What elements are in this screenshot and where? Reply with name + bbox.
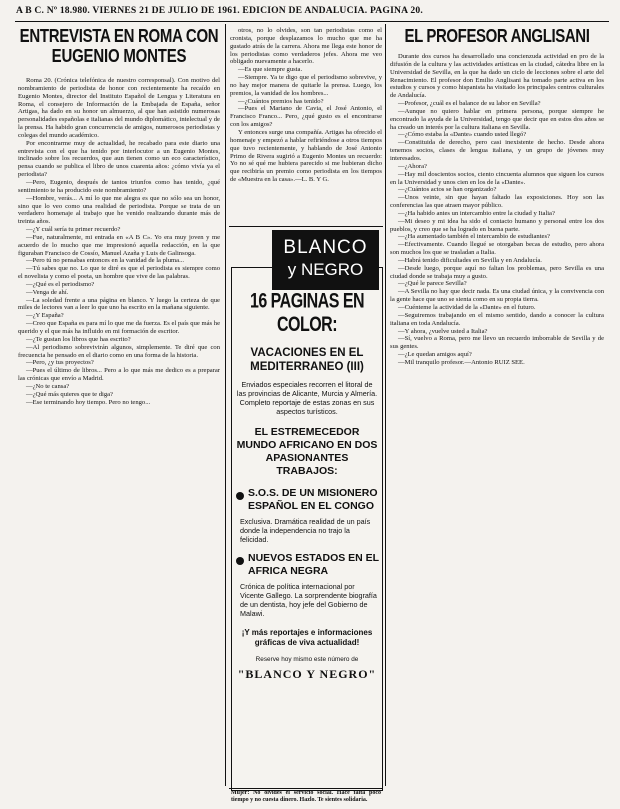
right-article-title: EL PROFESOR ANGLISANI: [404, 27, 590, 47]
center-continuation: [230, 27, 382, 227]
footer-rule: [229, 788, 383, 789]
logo-line2: y NEGRO: [287, 260, 364, 279]
right-paragraph: —Efectivamente. Cuando llegué se otorgaban becas de estudio, pero ahora son muchos los que se trasladan a Italia.: [390, 241, 604, 257]
right-paragraph: —¿Ahora?: [398, 162, 427, 170]
right-paragraph: —Hay mil doscientos socios, ciento cincuenta alumnos que siguen los cursos en la Universidad y unos cien en los de la «Dante».: [390, 170, 604, 186]
right-paragraph: —¿Ha habido antes un intercambio entre la ciudad y Italia?: [398, 209, 555, 217]
ad-headline-vacations: VACACIONES EN EL MEDITERRANEO (III): [250, 347, 364, 373]
right-paragraph: —Aunque no quiero hablar en primera persona, porque siempre he encontrado la ayuda de la Universidad, tengo que decir que en estos dos años se ha creado un interés por la cultura italiana en Sevilla.: [390, 107, 604, 131]
center-paragraph: —Siempre. Ya te digo que el periodismo sobrevive, y no hay mejor manera de quitarle la prensa. Luego, los premios, la vanidad de los hombres...: [230, 74, 382, 97]
right-paragraph: —A Sevilla no hay que decir nada. Es una ciudad única, y la convivencia con la gente hace que uno se sienta como en su propia tierra.: [390, 288, 604, 304]
left-paragraph: —Pero tú no pensabas entonces en la vanidad de la pluma...: [26, 257, 185, 265]
left-paragraph: —¿Qué es el periodismo?: [26, 280, 95, 288]
center-paragraph: —Es que siempre gusta.: [238, 66, 303, 74]
left-paragraph: Por encontrarme muy de actualidad, he recabado para este diario una entrevista con el que ha tenido por interlocutor a un Eugenio Montes, inclinado sobre los recuerdos, que aun tienen como un eco característico, pensa cuando se publica el libro de unos cuarenta años: ¿cómo vivía ya el periodista?: [18, 139, 220, 179]
right-paragraph: —¿Cuántos actos se han organizado?: [398, 186, 497, 194]
right-paragraph: —Cuénteme la actividad de la «Dante» en el futuro.: [398, 304, 536, 311]
center-separator: [229, 226, 383, 227]
left-article-title-line2: EUGENIO MONTES: [51, 45, 187, 67]
ad-headline-africa: EL ESTREMECEDOR MUNDO AFRICANO EN DOS APASIONANTES TRABAJOS:: [236, 426, 378, 477]
ad-bullet-congo: [232, 487, 382, 513]
left-paragraph: —¿Te gustan los libros que has escrito?: [26, 335, 131, 343]
right-paragraph: —Desde luego, porque aquí no faltan los problemas, pero Sevilla es una ciudad donde se trabaja muy a gusto.: [390, 264, 604, 280]
left-paragraph: —Pero, Eugenio, después de tantos triunfos como has tenido, ¿qué sentimiento te ha producido este nombramiento?: [18, 178, 220, 194]
right-paragraph: —Mil tranquilo profesor.—Antonio RUIZ SEE.: [398, 358, 525, 366]
center-paragraph: Y entonces surge una compañía. Artigas ha ofrecido el homenaje y empezó a hablar refiriéndose a otros tiempos que tuvo recientemente, y hablando de José Antonio Primo de Rivera sugirió a Eugenio Montes un recuerdo: Yo no sé qué me hubiera parecido si me hubieran dicho que recibiría un premio como periodista en los tiempos de «Muestra en la casa».—L. B. Y G.: [230, 128, 382, 184]
header-rule: [15, 21, 609, 22]
right-paragraph: —Y ahora, ¿vuelve usted a Italia?: [398, 327, 488, 335]
center-continuation-body: [230, 27, 382, 184]
ad-bullet-congo-body: Exclusiva. Dramática realidad de un país donde la independencia no trajo la felicidad.: [240, 517, 371, 544]
footer-note: [231, 790, 381, 809]
right-paragraph: —Sí, vuelvo a Roma, pero me llevo un recuerdo imborrable de Sevilla y de sus gentes.: [390, 335, 604, 351]
ad-magazine-name: "BLANCO Y NEGRO": [237, 667, 377, 681]
right-paragraph: —¿Qué le parece Sevilla?: [398, 280, 467, 288]
right-paragraph: —¿Le quedan amigos aquí?: [398, 351, 472, 359]
left-paragraph: —¿Qué más quieres que te diga?: [26, 390, 113, 398]
right-paragraph: —Mi deseo y mi idea ha sido el contacto humano y personal entre los dos pueblos, y creo que se ha logrado en buena parte.: [390, 217, 604, 233]
blanco-y-negro-logo: [272, 230, 379, 290]
right-paragraph: —¿Cómo estaba la «Dante» cuando usted llegó?: [398, 131, 527, 139]
ad-reserve: Reserve hoy mismo este número de: [255, 656, 359, 663]
ad-bullet-africa: [232, 552, 382, 578]
column-rule-right: [385, 24, 386, 786]
left-paragraph: —¿No te cansa?: [26, 382, 70, 390]
logo-line1: BLANCO: [283, 237, 368, 258]
column-rule-left: [225, 24, 226, 786]
left-paragraph: —¿Y cuál sería tu primer recuerdo?: [26, 226, 121, 234]
left-paragraph: —Creo que España es para mí lo que me da fuerza. Es el país que más he querido y el que más ha influido en mi formación de escritor.: [18, 320, 220, 335]
right-paragraph: —Habrá tenido dificultades en Sevilla y en Andalucía.: [398, 256, 542, 264]
bullet-icon: [236, 492, 244, 500]
bullet-icon: [236, 557, 244, 565]
right-paragraph: —Profesor, ¿cuál es el balance de su labor en Sevilla?: [398, 100, 541, 108]
ad-body-vacations: Enviados especiales recorren el litoral de las provincias de Alicante, Murcia y Almería. Completo reportaje de estas zonas en sus aspectos turísticos.: [236, 380, 378, 416]
ad-bullet-congo-title: S.O.S. DE UN MISIONERO ESPAÑOL EN EL CONGO: [248, 487, 378, 512]
right-paragraph: Durante dos cursos ha desarrollado una concienzuda actividad en pro de la difusión de la cultura y las actividades artísticas en la ciudad, cátedra libre en la Universidad de Sevilla, en la que ha dado un ciclo de lecciones sobre el arte del Renacimiento. El profesor don Emilio Anglisani ha tomado parte activa en los estudios y cursos y como hispanista ha visitado los principales centros culturales de Andalucía.: [390, 53, 604, 100]
right-paragraph: —Unos veinte, sin que hayan faltado las exposiciones. Hoy son las conferencias las que atraen mayor público.: [390, 194, 604, 210]
left-paragraph: —¿Y España?: [26, 312, 64, 320]
ad-headline-color-pages: 16 PAGINAS EN COLOR:: [249, 290, 365, 337]
left-paragraph: —Fue, naturalmente, mi entrada en «A B C». Yo era muy joven y me acuerdo de lo mucho que me impresionó aquella redacción, en la que figuraban Francisco de Cossío, Manuel Azaña y Luis de Galinsoga.: [18, 233, 220, 257]
ad-bullet-africa-title: NUEVOS ESTADOS EN EL AFRICA NEGRA: [248, 552, 379, 577]
left-paragraph: —Venga de ahí.: [26, 288, 69, 296]
left-paragraph: —Hombre, verás... A mí lo que me alegra es que no sólo sea un honor, sino que lo veo como una realidad de periodista. Porque se trata de un verdadero homenaje al trabajo que he venido realizando durante más de treinta años.: [18, 194, 220, 226]
right-article: [390, 27, 604, 785]
ad-closing: ¡Y más reportajes e informaciones gráficas de viva actualidad!: [241, 628, 373, 647]
left-paragraph: —La soledad frente a una página en blanco. Y luego la certeza de que miles de lectores van a leer lo que uno ha escrito en la mañana siguiente.: [18, 296, 220, 312]
right-article-body: [390, 53, 604, 367]
right-paragraph: —¿Ha aumentado también el intercambio de estudiantes?: [398, 233, 550, 241]
right-paragraph: —Constituida de derecho, pero casi inexistente de hecho. Desde ahora tenemos socios, clases de lengua italiana, y un grupo de jóvenes muy interesados.: [390, 139, 604, 162]
footer-note-text: Mujer: No olvides el servicio social. Hace falta poco tiempo y no cuesta dinero. Hazlo. Te sientes solidaria.: [231, 790, 381, 803]
left-paragraph: —Al periodismo sobrevivirán algunos, simplemente. Te diré que con frecuencia he pensado en el diario como en una forma de la historia.: [18, 343, 220, 359]
left-paragraph: —Pero, ¿y tus proyectos?: [26, 359, 94, 367]
page-header: A B C. Nº 18.980. VIERNES 21 DE JULIO DE 1961. EDICION DE ANDALUCIA. PAGINA 20.: [16, 5, 423, 16]
left-paragraph: Roma 20. (Crónica telefónica de nuestro corresponsal). Con motivo del nombramiento de periodista de honor con recientemente ha recaído en Eugenio Montes, director del Instituto Español de Lengua y Literatura en Roma, el consejero de Información de la Embajada de España, señor Artigas, ha dado en su honor un almuerzo, al que han asistido numerosas personalidades españolas e italianas del mundo diplomático, intelectual y de la prensa. Ha habido gran concurrencia de amigos, numerosos periodistas y colegas del mundo académico.: [18, 77, 220, 139]
left-article: [18, 27, 220, 785]
center-paragraph: otros, no lo olvides, son tan periodistas como el cronista, porque desplazamos lo mucho que me ha gustado atrás de la carrera. Ahora me llega este honor de los periodistas como verdaderos jefes. Ahora me veo obligado nuevamente a hacerlo.: [230, 27, 382, 66]
center-paragraph: —¿Cuántos premios has tenido?: [238, 97, 324, 105]
magazine-advertisement: [231, 267, 383, 791]
left-paragraph: —Tú sabes que no. Lo que te diré es que el periodista es siempre como el novelista y como el poeta, un hombre que vive de las palabras.: [18, 265, 220, 281]
left-article-title-line1: ENTREVISTA EN ROMA CON: [19, 27, 219, 47]
left-article-body: [18, 77, 220, 406]
right-paragraph: —Seguiremos trabajando en el mismo sentido, dando a conocer la cultura italiana en toda Andalucía.: [390, 311, 604, 327]
left-paragraph: —Pues el último de libros... Pero a lo que más me dedico es a preparar las crónicas que envío a Madrid.: [18, 367, 220, 383]
left-paragraph: —Ese terminando hoy tiempo. Pero no tengo...: [26, 398, 151, 406]
ad-bullet-africa-body: Crónica de política internacional por Vicente Gallego. La sorprendente biografía de un dentista, hoy jefe del Gobierno de Malawi.: [240, 582, 377, 618]
center-paragraph: —Pues el Mariano de Cavia, el José Antonio, el Francisco Franco... Pero, ¿qué gusto es el encontrarse con los amigos?: [230, 105, 382, 129]
